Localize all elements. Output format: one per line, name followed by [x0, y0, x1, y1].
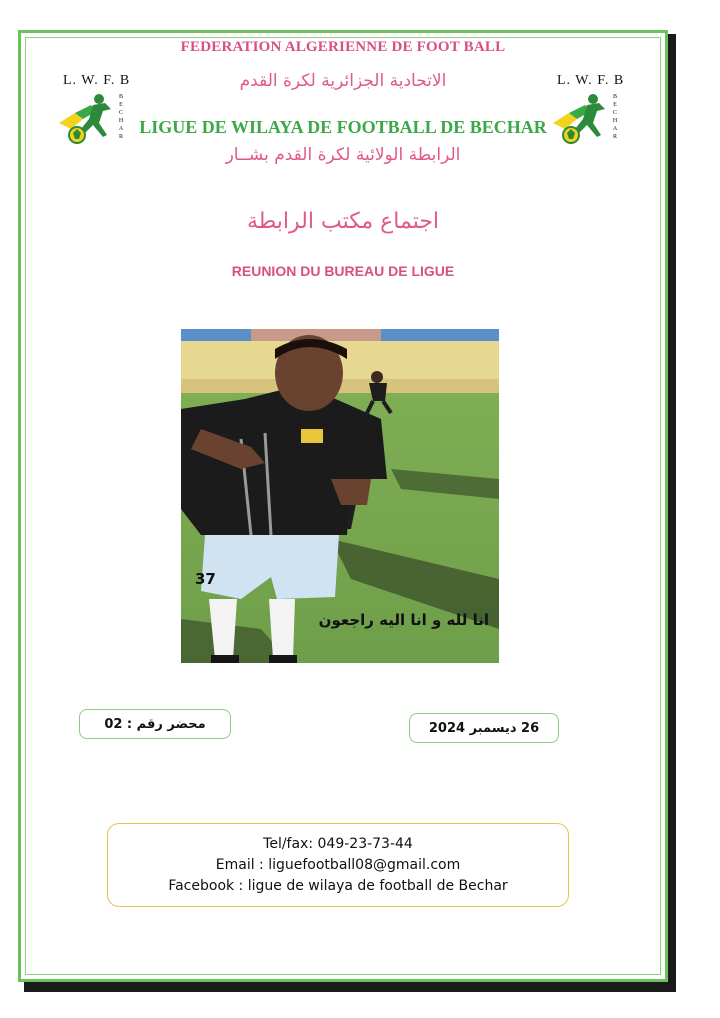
logo-letter: H [118, 118, 124, 124]
federation-title-fr: FEDERATION ALGERIENNE DE FOOT BALL [180, 39, 506, 55]
contact-email: Email : liguefootball08@gmail.com [215, 857, 461, 873]
logo-letter: C [612, 110, 617, 116]
logo-right [549, 73, 629, 163]
contact-phone: Tel/fax: 049-23-73-44 [263, 836, 413, 852]
logo-letter: E [119, 102, 123, 108]
logo-letter: A [612, 126, 618, 132]
minutes-number-badge: محضر رقم : 02 [79, 709, 231, 739]
logo-vertical-text [611, 93, 619, 141]
logo-letter: H [612, 118, 618, 124]
logo-letter: B [612, 94, 617, 100]
federation-title-ar: الاتحادية الجزائرية لكرة القدم [239, 71, 447, 91]
minutes-date-badge: 26 ديسمبر 2024 [409, 713, 559, 743]
logo-letter: R [612, 134, 617, 140]
logo-abbrev: L. W. F. B [557, 73, 625, 88]
ligue-title-fr: LIGUE DE WILAYA DE FOOTBALL DE BECHAR [139, 117, 547, 137]
footballer-logo-icon [55, 89, 117, 149]
logo-abbrev: L. W. F. B [63, 73, 131, 88]
footballer-logo-icon [549, 89, 611, 149]
ligue-title-ar: الرابطة الولائية لكرة القدم بشــار [225, 145, 461, 165]
shirt-number: 37 [195, 570, 216, 588]
logo-letter: C [118, 110, 123, 116]
logo-vertical-text [117, 93, 125, 141]
logo-letter: A [118, 126, 124, 132]
contact-box [107, 823, 569, 907]
logo-letter: E [613, 102, 617, 108]
logo-left [55, 73, 135, 163]
meeting-title-fr: REUNION DU BUREAU DE LIGUE [231, 263, 455, 279]
logo-letter: B [118, 94, 123, 100]
photo-caption: انا لله و انا اليه راجعون [318, 611, 489, 629]
logo-letter: R [118, 134, 123, 140]
memorial-photo [181, 329, 499, 663]
contact-facebook: Facebook : ligue de wilaya de football de Bechar [168, 878, 508, 894]
meeting-title-ar: اجتماع مكتب الرابطة [246, 209, 440, 234]
document-frame [18, 30, 668, 982]
